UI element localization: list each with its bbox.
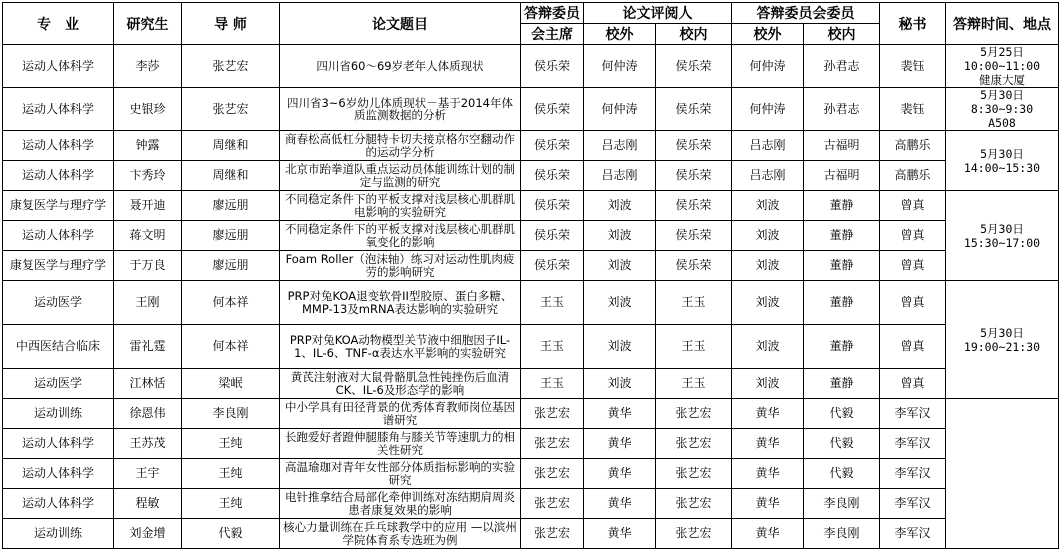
cell-student: 王宇 bbox=[114, 459, 182, 489]
schedule-body bbox=[3, 45, 1059, 549]
cell-chair: 张艺宏 bbox=[521, 429, 584, 459]
header-member-inside: 校内 bbox=[804, 24, 880, 45]
cell-advisor: 王纯 bbox=[182, 489, 280, 519]
cell-title: 黄芪注射液对大鼠骨骼肌急性钝挫伤后血清CK、IL-6及形态学的影响 bbox=[280, 369, 521, 399]
cell-rev-in: 侯乐荣 bbox=[656, 161, 732, 191]
cell-title: 电针推拿结合局部化牵伸训练对冻结期肩周炎患者康复效果的影响 bbox=[280, 489, 521, 519]
cell-student: 王刚 bbox=[114, 281, 182, 325]
cell-mem-in: 孙君志 bbox=[804, 45, 880, 88]
header-review-outside: 校外 bbox=[584, 24, 656, 45]
cell-mem-in: 古福明 bbox=[804, 161, 880, 191]
session-place: A508 bbox=[988, 116, 1016, 130]
cell-student: 钟露 bbox=[114, 131, 182, 161]
table-row bbox=[3, 399, 1059, 429]
cell-chair: 侯乐荣 bbox=[521, 161, 584, 191]
cell-secretary: 高鹏乐 bbox=[880, 131, 946, 161]
cell-rev-out: 刘波 bbox=[584, 325, 656, 369]
cell-rev-in: 侯乐荣 bbox=[656, 131, 732, 161]
cell-title: PRP对兔KOA动物模型关节液中细胞因子IL-1、IL-6、TNF-α表达水平影响的实验研究 bbox=[280, 325, 521, 369]
cell-advisor: 何本祥 bbox=[182, 325, 280, 369]
table-row bbox=[3, 325, 1059, 369]
cell-title: 不同稳定条件下的平板支撑对浅层核心肌群肌电影响的实验研究 bbox=[280, 191, 521, 221]
cell-chair: 张艺宏 bbox=[521, 489, 584, 519]
session-time: 8:30~9:30 bbox=[970, 102, 1034, 116]
table-row bbox=[3, 161, 1059, 191]
cell-mem-in: 董静 bbox=[804, 281, 880, 325]
cell-chair: 王玉 bbox=[521, 281, 584, 325]
session-date: 5月25日 bbox=[980, 45, 1024, 59]
session-time: 10:00~11:00 bbox=[963, 59, 1041, 73]
cell-rev-out: 刘波 bbox=[584, 191, 656, 221]
header-committee-chair: 会主席 bbox=[521, 24, 584, 45]
cell-mem-out: 黄华 bbox=[732, 429, 804, 459]
cell-mem-in: 代毅 bbox=[804, 429, 880, 459]
cell-secretary: 李军汉 bbox=[880, 399, 946, 429]
header-committee-group: 答辩委员 bbox=[521, 3, 584, 24]
cell-student: 史银珍 bbox=[114, 88, 182, 131]
cell-rev-out: 黄华 bbox=[584, 489, 656, 519]
cell-mem-out: 刘波 bbox=[732, 325, 804, 369]
table-row bbox=[3, 429, 1059, 459]
session-time: 19:00~21:30 bbox=[963, 339, 1041, 354]
cell-secretary: 曾真 bbox=[880, 191, 946, 221]
cell-student: 于万良 bbox=[114, 251, 182, 281]
table-row bbox=[3, 489, 1059, 519]
table-row bbox=[3, 519, 1059, 549]
cell-title: 长跑爱好者蹬伸腿膝角与膝关节等速肌力的相关性研究 bbox=[280, 429, 521, 459]
cell-major: 运动人体科学 bbox=[3, 45, 114, 88]
cell-rev-out: 何仲涛 bbox=[584, 88, 656, 131]
cell-advisor: 王纯 bbox=[182, 459, 280, 489]
cell-secretary: 曾真 bbox=[880, 325, 946, 369]
cell-title: Foam Roller（泡沫轴）练习对运动性肌肉疲劳的影响研究 bbox=[280, 251, 521, 281]
cell-advisor: 张艺宏 bbox=[182, 45, 280, 88]
cell-secretary: 李军汉 bbox=[880, 519, 946, 549]
cell-mem-out: 刘波 bbox=[732, 221, 804, 251]
cell-mem-out: 何仲涛 bbox=[732, 45, 804, 88]
header-review-group: 论文评阅人 bbox=[584, 3, 732, 24]
cell-advisor: 周继和 bbox=[182, 131, 280, 161]
cell-chair: 侯乐荣 bbox=[521, 131, 584, 161]
cell-mem-in: 董静 bbox=[804, 325, 880, 369]
cell-advisor: 梁岷 bbox=[182, 369, 280, 399]
cell-secretary: 李军汉 bbox=[880, 459, 946, 489]
cell-rev-out: 刘波 bbox=[584, 251, 656, 281]
cell-title: 四川省3~6岁幼儿体质现状－基于2014年体质监测数据的分析 bbox=[280, 88, 521, 131]
session-cell bbox=[946, 281, 1059, 399]
cell-secretary: 高鹏乐 bbox=[880, 161, 946, 191]
cell-rev-in: 张艺宏 bbox=[656, 519, 732, 549]
cell-secretary: 曾真 bbox=[880, 221, 946, 251]
cell-secretary: 曾真 bbox=[880, 251, 946, 281]
header-review-inside: 校内 bbox=[656, 24, 732, 45]
cell-title: 高温瑜珈对青年女性部分体质指标影响的实验研究 bbox=[280, 459, 521, 489]
cell-student: 卞秀玲 bbox=[114, 161, 182, 191]
header-member-outside: 校外 bbox=[732, 24, 804, 45]
cell-major: 康复医学与理疗学 bbox=[3, 251, 114, 281]
cell-mem-out: 黄华 bbox=[732, 459, 804, 489]
table-row bbox=[3, 281, 1059, 325]
cell-rev-in: 侯乐荣 bbox=[656, 221, 732, 251]
cell-student: 李莎 bbox=[114, 45, 182, 88]
header-members-group: 答辩委员会委员 bbox=[732, 3, 880, 24]
cell-rev-out: 吕志刚 bbox=[584, 161, 656, 191]
cell-mem-in: 孙君志 bbox=[804, 88, 880, 131]
session-place: 健康大厦 bbox=[979, 73, 1025, 87]
cell-major: 中西医结合临床 bbox=[3, 325, 114, 369]
cell-mem-out: 刘波 bbox=[732, 281, 804, 325]
cell-major: 运动人体科学 bbox=[3, 459, 114, 489]
cell-advisor: 王纯 bbox=[182, 429, 280, 459]
cell-student: 程敏 bbox=[114, 489, 182, 519]
cell-mem-in: 李良刚 bbox=[804, 489, 880, 519]
cell-major: 运动人体科学 bbox=[3, 131, 114, 161]
cell-secretary: 曾真 bbox=[880, 281, 946, 325]
cell-secretary: 曾真 bbox=[880, 369, 946, 399]
header-row-1 bbox=[3, 3, 1059, 24]
cell-mem-out: 黄华 bbox=[732, 399, 804, 429]
session-cell bbox=[946, 399, 1059, 549]
cell-mem-out: 吕志刚 bbox=[732, 161, 804, 191]
cell-rev-in: 张艺宏 bbox=[656, 489, 732, 519]
cell-student: 雷礼霆 bbox=[114, 325, 182, 369]
cell-rev-out: 吕志刚 bbox=[584, 131, 656, 161]
session-time: 14:00~15:30 bbox=[963, 160, 1041, 175]
cell-student: 王苏茂 bbox=[114, 429, 182, 459]
cell-title: 商春松高低杠分腿特卡切夫接京格尔空翻动作的运动学分析 bbox=[280, 131, 521, 161]
cell-major: 运动人体科学 bbox=[3, 161, 114, 191]
table-row bbox=[3, 131, 1059, 161]
cell-rev-out: 刘波 bbox=[584, 221, 656, 251]
cell-advisor: 周继和 bbox=[182, 161, 280, 191]
cell-secretary: 裴钰 bbox=[880, 45, 946, 88]
cell-mem-in: 代毅 bbox=[804, 459, 880, 489]
cell-student: 江林恬 bbox=[114, 369, 182, 399]
cell-title: 北京市跆拳道队重点运动员体能训练计划的制定与监测的研究 bbox=[280, 161, 521, 191]
cell-rev-in: 张艺宏 bbox=[656, 429, 732, 459]
cell-major: 运动人体科学 bbox=[3, 221, 114, 251]
session-time: 15:30~17:00 bbox=[963, 235, 1041, 250]
cell-advisor: 廖远朋 bbox=[182, 251, 280, 281]
cell-rev-out: 黄华 bbox=[584, 429, 656, 459]
cell-mem-out: 刘波 bbox=[732, 251, 804, 281]
cell-chair: 王玉 bbox=[521, 369, 584, 399]
cell-mem-out: 黄华 bbox=[732, 519, 804, 549]
cell-major: 康复医学与理疗学 bbox=[3, 191, 114, 221]
cell-rev-in: 王玉 bbox=[656, 325, 732, 369]
cell-advisor: 李良刚 bbox=[182, 399, 280, 429]
cell-student: 蒋文明 bbox=[114, 221, 182, 251]
table-row bbox=[3, 369, 1059, 399]
cell-chair: 侯乐荣 bbox=[521, 251, 584, 281]
cell-rev-in: 侯乐荣 bbox=[656, 251, 732, 281]
cell-title: PRP对兔KOA退变软骨II型胶原、蛋白多糖、MMP-13及mRNA表达影响的实验研究 bbox=[280, 281, 521, 325]
cell-mem-out: 吕志刚 bbox=[732, 131, 804, 161]
cell-major: 运动人体科学 bbox=[3, 429, 114, 459]
session-date: 5月30日 bbox=[980, 146, 1024, 161]
table-row bbox=[3, 45, 1059, 88]
cell-rev-in: 侯乐荣 bbox=[656, 191, 732, 221]
cell-rev-out: 黄华 bbox=[584, 459, 656, 489]
cell-rev-out: 何仲涛 bbox=[584, 45, 656, 88]
cell-rev-in: 张艺宏 bbox=[656, 459, 732, 489]
cell-student: 徐恩伟 bbox=[114, 399, 182, 429]
cell-title: 不同稳定条件下的平板支撑对浅层核心肌群肌氧变化的影响 bbox=[280, 221, 521, 251]
cell-chair: 王玉 bbox=[521, 325, 584, 369]
cell-major: 运动人体科学 bbox=[3, 489, 114, 519]
cell-chair: 张艺宏 bbox=[521, 519, 584, 549]
cell-rev-out: 刘波 bbox=[584, 369, 656, 399]
session-date: 5月30日 bbox=[980, 88, 1024, 102]
cell-chair: 张艺宏 bbox=[521, 459, 584, 489]
cell-mem-in: 董静 bbox=[804, 191, 880, 221]
cell-advisor: 廖远朋 bbox=[182, 191, 280, 221]
cell-rev-out: 黄华 bbox=[584, 399, 656, 429]
session-cell bbox=[946, 191, 1059, 281]
cell-rev-in: 侯乐荣 bbox=[656, 88, 732, 131]
cell-chair: 张艺宏 bbox=[521, 399, 584, 429]
cell-title: 中小学具有田径背景的优秀体育教师岗位基因谱研究 bbox=[280, 399, 521, 429]
cell-rev-in: 王玉 bbox=[656, 369, 732, 399]
cell-chair: 侯乐荣 bbox=[521, 88, 584, 131]
cell-mem-out: 黄华 bbox=[732, 489, 804, 519]
cell-secretary: 李军汉 bbox=[880, 429, 946, 459]
cell-mem-out: 刘波 bbox=[732, 191, 804, 221]
cell-rev-out: 刘波 bbox=[584, 281, 656, 325]
cell-rev-in: 王玉 bbox=[656, 281, 732, 325]
cell-advisor: 代毅 bbox=[182, 519, 280, 549]
table-row bbox=[3, 191, 1059, 221]
cell-secretary: 李军汉 bbox=[880, 489, 946, 519]
cell-mem-in: 董静 bbox=[804, 221, 880, 251]
cell-rev-in: 侯乐荣 bbox=[656, 45, 732, 88]
cell-mem-in: 代毅 bbox=[804, 399, 880, 429]
header-time-place: 答辩时间、地点 bbox=[946, 3, 1059, 45]
table-row bbox=[3, 251, 1059, 281]
cell-major: 运动训练 bbox=[3, 399, 114, 429]
cell-rev-in: 张艺宏 bbox=[656, 399, 732, 429]
cell-mem-in: 李良刚 bbox=[804, 519, 880, 549]
header-title: 论文题目 bbox=[280, 3, 521, 45]
cell-rev-out: 黄华 bbox=[584, 519, 656, 549]
header-major: 专 业 bbox=[3, 3, 114, 45]
cell-title: 四川省60～69岁老年人体质现状 bbox=[280, 45, 521, 88]
cell-mem-in: 董静 bbox=[804, 369, 880, 399]
cell-major: 运动人体科学 bbox=[3, 88, 114, 131]
cell-advisor: 张艺宏 bbox=[182, 88, 280, 131]
cell-chair: 侯乐荣 bbox=[521, 45, 584, 88]
session-date: 5月30日 bbox=[980, 325, 1024, 340]
cell-chair: 侯乐荣 bbox=[521, 221, 584, 251]
cell-mem-in: 古福明 bbox=[804, 131, 880, 161]
cell-mem-out: 刘波 bbox=[732, 369, 804, 399]
cell-secretary: 裴钰 bbox=[880, 88, 946, 131]
cell-chair: 侯乐荣 bbox=[521, 191, 584, 221]
cell-mem-in: 董静 bbox=[804, 251, 880, 281]
cell-advisor: 廖远朋 bbox=[182, 221, 280, 251]
cell-major: 运动医学 bbox=[3, 369, 114, 399]
cell-advisor: 何本祥 bbox=[182, 281, 280, 325]
session-date: 5月30日 bbox=[980, 221, 1024, 236]
defense-schedule-table bbox=[2, 2, 1059, 549]
header-advisor: 导 师 bbox=[182, 3, 280, 45]
session-cell bbox=[946, 131, 1059, 191]
session-cell bbox=[946, 45, 1059, 88]
header-student: 研究生 bbox=[114, 3, 182, 45]
cell-mem-out: 何仲涛 bbox=[732, 88, 804, 131]
session-cell bbox=[946, 88, 1059, 131]
cell-student: 聂开迪 bbox=[114, 191, 182, 221]
table-row bbox=[3, 459, 1059, 489]
cell-title: 核心力量训练在乒乓球教学中的应用 —以滨州学院体育系专选班为例 bbox=[280, 519, 521, 549]
table-row bbox=[3, 88, 1059, 131]
table-row bbox=[3, 221, 1059, 251]
header-secretary: 秘书 bbox=[880, 3, 946, 45]
cell-student: 刘金增 bbox=[114, 519, 182, 549]
cell-major: 运动医学 bbox=[3, 281, 114, 325]
cell-major: 运动训练 bbox=[3, 519, 114, 549]
